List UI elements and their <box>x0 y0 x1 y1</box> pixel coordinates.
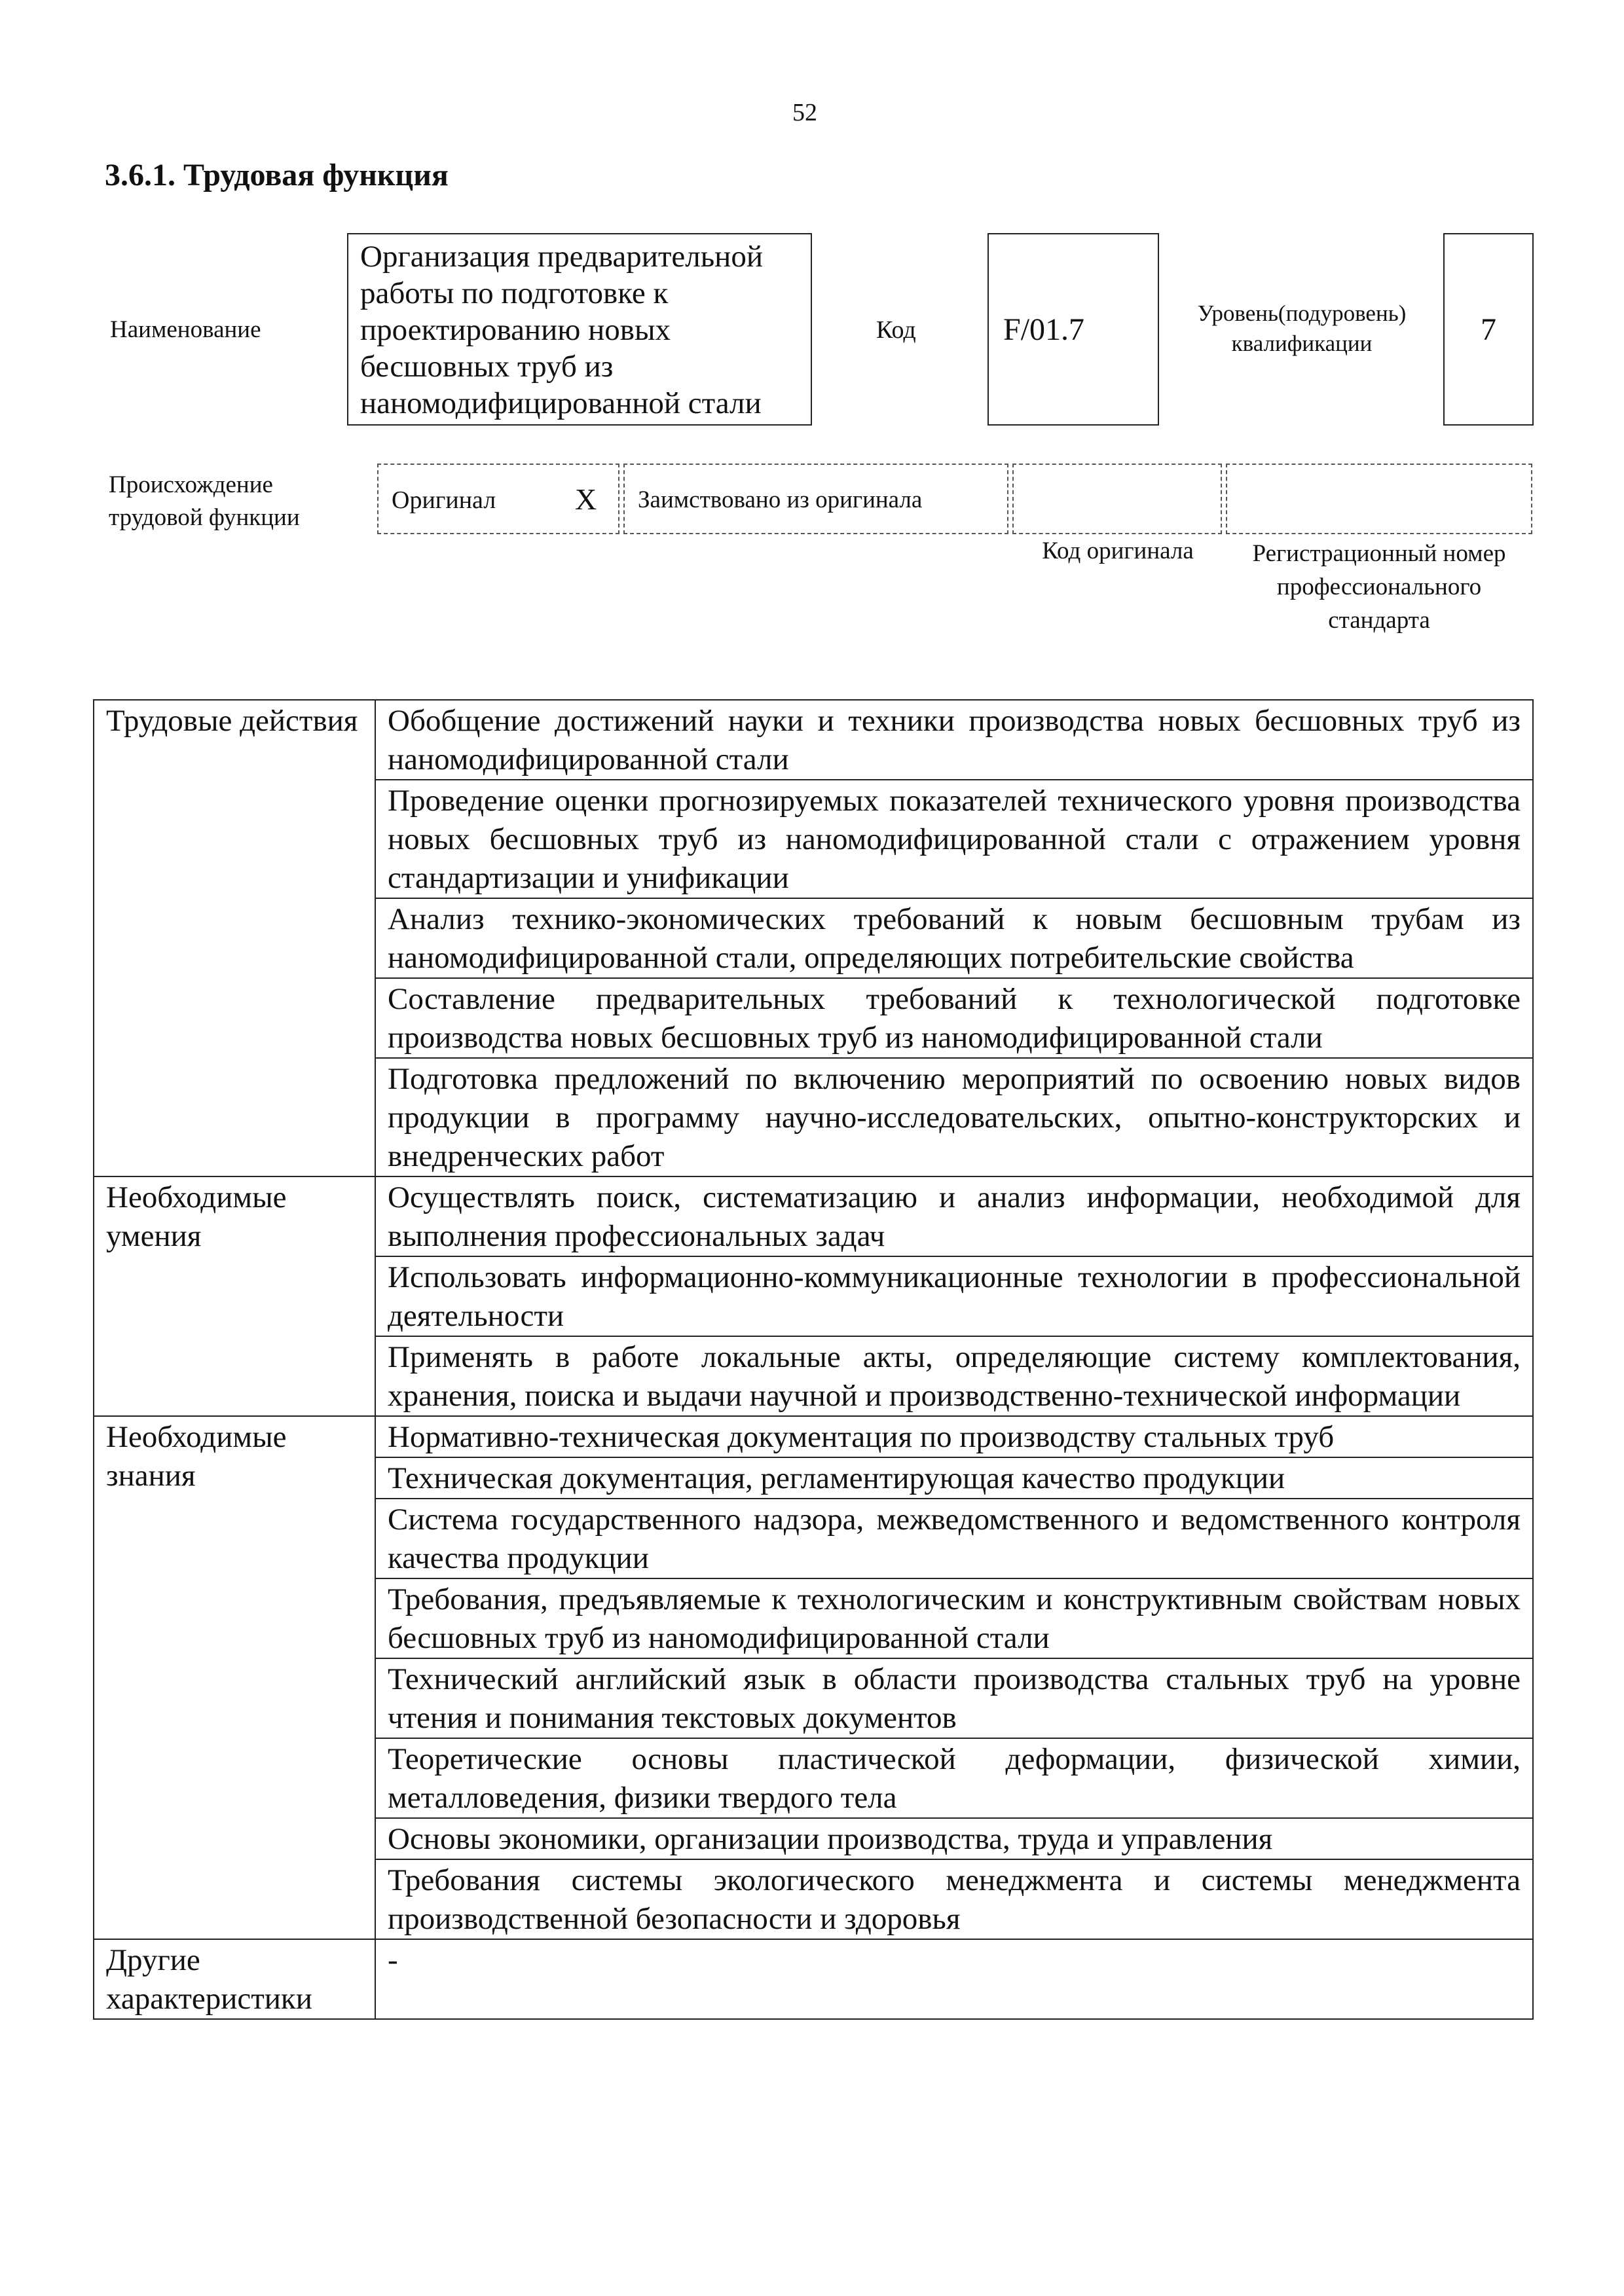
table-cell: Техническая документация, регламентирующая качество продукции <box>375 1457 1533 1499</box>
table-cell: - <box>375 1939 1533 2019</box>
function-table <box>93 699 1534 2020</box>
table-cell: Нормативно-техническая документация по производству стальных труб <box>375 1416 1533 1457</box>
table-cell: Подготовка предложений по включению мероприятий по освоению новых видов продукции в программу научно-исследовательских, опытно-конструкторских и внедренческих работ <box>375 1058 1533 1176</box>
origin-borrowed-label: Заимствовано из оригинала <box>638 486 923 513</box>
name-label: Наименование <box>110 316 261 343</box>
origin-original-mark: X <box>575 483 597 516</box>
registration-caption: Регистрационный номер профессионального стандарта <box>1252 540 1506 634</box>
section-heading: 3.6.1. Трудовая функция <box>105 158 449 192</box>
original-code-box <box>1012 464 1222 534</box>
table-row <box>94 1939 1533 2019</box>
category-cell: Трудовые действия <box>94 700 375 1176</box>
table-cell: Осуществлять поиск, систематизацию и анализ информации, необходимой для выполнения профессиональных задач <box>375 1176 1533 1256</box>
name-value: Организация предварительной работы по подготовке к проектированию новых бесшовных труб из наномодифицированной стали <box>360 240 763 420</box>
table-cell: Технический английский язык в области производства стальных труб на уровне чтения и понимания текстовых документов <box>375 1658 1533 1738</box>
category-cell: Необходимые умения <box>94 1176 375 1416</box>
level-label: Уровень(подуровень) квалификации <box>1197 301 1407 356</box>
table-row <box>94 1176 1533 1256</box>
level-value-box <box>1443 233 1534 426</box>
table-cell: Применять в работе локальные акты, определяющие систему комплектования, хранения, поиска и выдачи научной и производственно-технической информации <box>375 1336 1533 1416</box>
table-cell: Требования, предъявляемые к технологическим и конструктивным свойствам новых бесшовных труб из наномодифицированной стали <box>375 1578 1533 1658</box>
table-cell: Обобщение достижений науки и техники производства новых бесшовных труб из наномодифицированной стали <box>375 700 1533 780</box>
origin-original-label: Оригинал <box>392 486 496 514</box>
table-cell: Составление предварительных требований к технологической подготовке производства новых бесшовных труб из наномодифицированной стали <box>375 978 1533 1058</box>
table-cell: Основы экономики, организации производства, труда и управления <box>375 1818 1533 1859</box>
original-code-caption: Код оригинала <box>1042 538 1194 564</box>
table-cell: Анализ технико-экономических требований к новым бесшовным трубам из наномодифицированной стали, определяющих потребительские свойства <box>375 898 1533 978</box>
table-cell: Требования системы экологического менеджмента и системы менеджмента производственной безопасности и здоровья <box>375 1859 1533 1939</box>
table-row <box>94 1416 1533 1457</box>
code-label: Код <box>876 316 916 344</box>
category-cell: Другие характеристики <box>94 1939 375 2019</box>
page-number: 52 <box>792 99 817 126</box>
level-value: 7 <box>1481 312 1496 347</box>
code-value-box <box>987 233 1159 426</box>
table-cell: Использовать информационно-коммуникационные технологии в профессиональной деятельности <box>375 1256 1533 1336</box>
category-cell: Необходимые знания <box>94 1416 375 1939</box>
table-row <box>94 700 1533 780</box>
registration-number-box <box>1226 464 1532 534</box>
name-value-box <box>347 233 812 426</box>
origin-label: Происхождение трудовой функции <box>109 471 300 531</box>
code-value: F/01.7 <box>1003 312 1085 347</box>
table-cell: Система государственного надзора, межведомственного и ведомственного контроля качества продукции <box>375 1499 1533 1578</box>
table-cell: Теоретические основы пластической деформации, физической химии, металловедения, физики твердого тела <box>375 1738 1533 1818</box>
origin-original-box <box>377 464 619 534</box>
table-cell: Проведение оценки прогнозируемых показателей технического уровня производства новых бесшовных труб из наномодифицированной стали с отражением уровня стандартизации и унификации <box>375 780 1533 898</box>
origin-borrowed-box <box>623 464 1008 534</box>
